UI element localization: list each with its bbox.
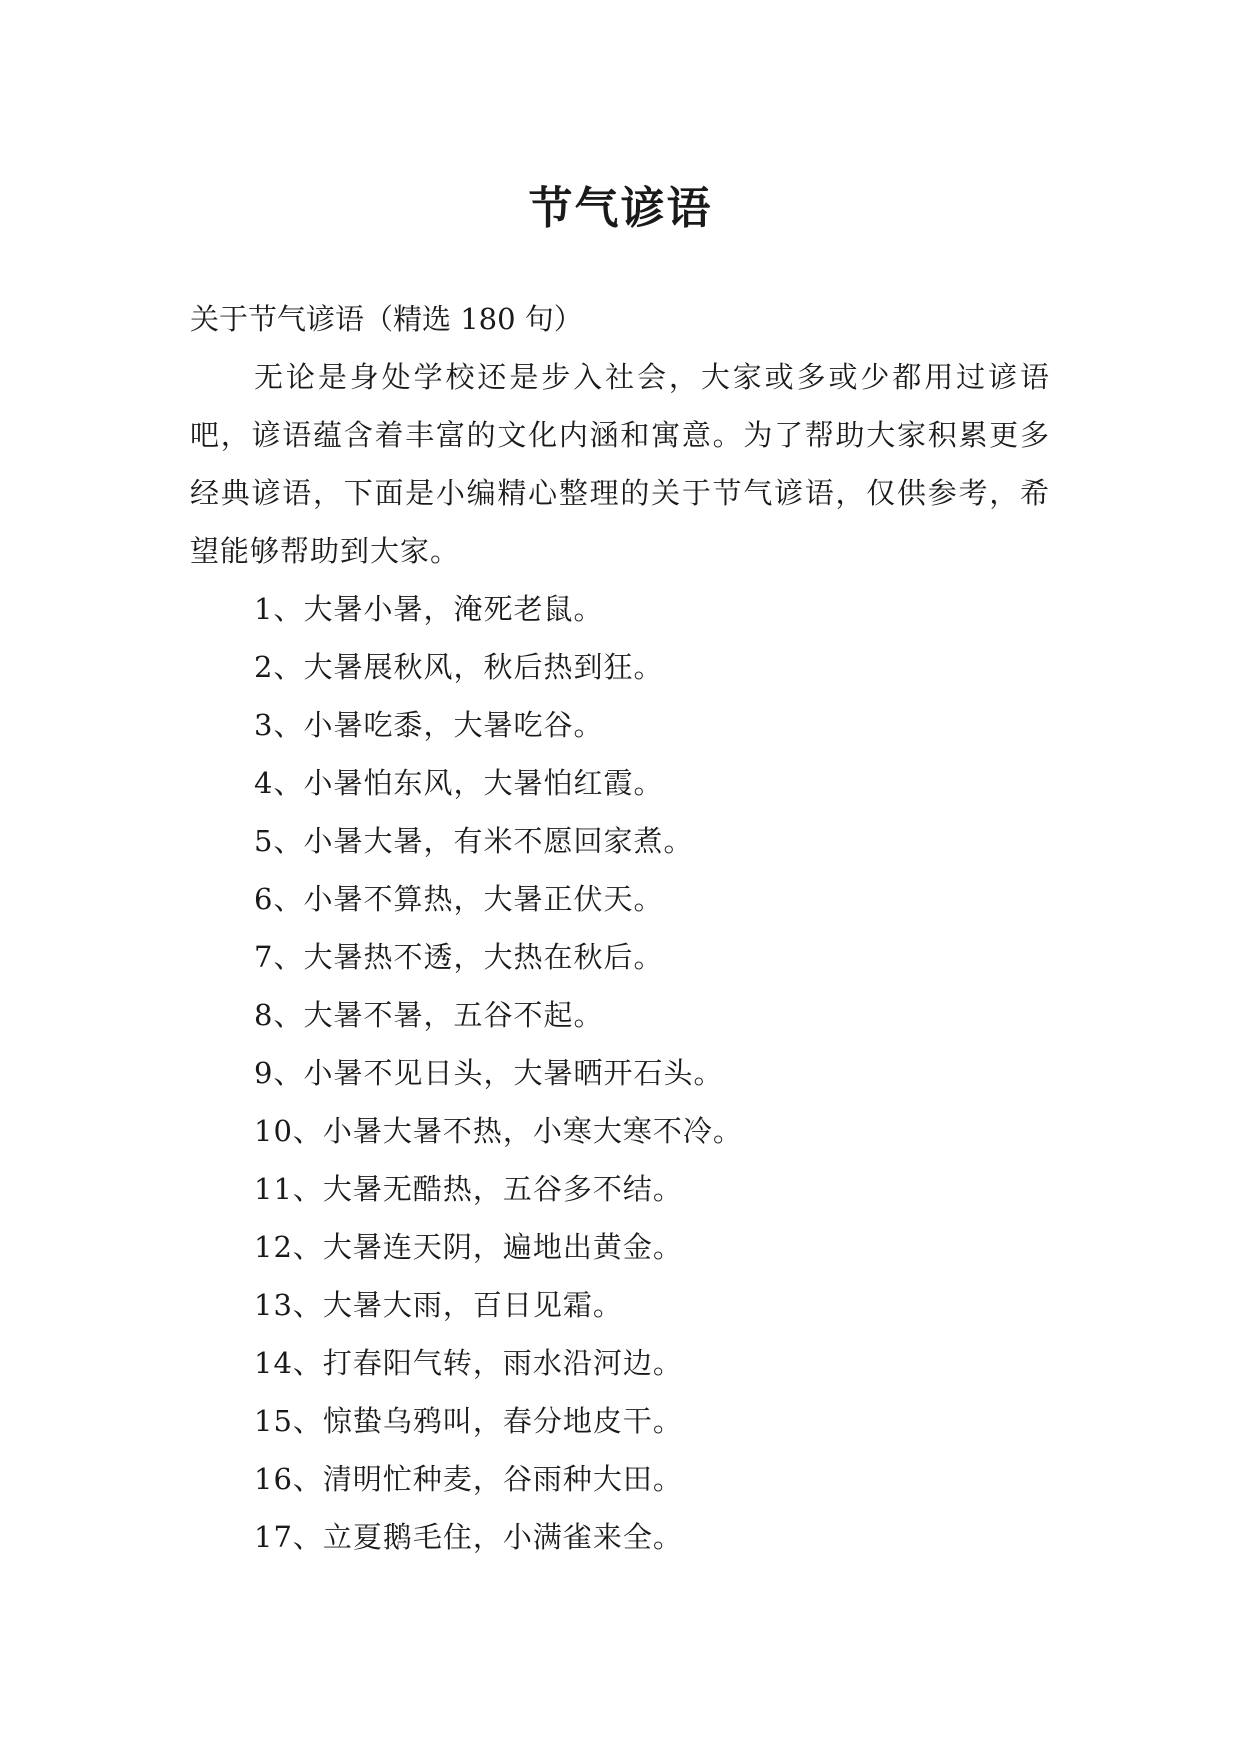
document-subtitle: 关于节气谚语（精选 180 句） <box>190 302 583 336</box>
proverb-item: 15、惊蛰乌鸦叫，春分地皮干。 <box>254 1404 683 1438</box>
proverb-item: 12、大暑连天阴，遍地出黄金。 <box>254 1230 683 1264</box>
proverb-item: 17、立夏鹅毛住，小满雀来全。 <box>254 1520 683 1554</box>
proverb-item: 5、小暑大暑，有米不愿回家煮。 <box>254 824 694 858</box>
page-title: 节气谚语 <box>528 183 713 235</box>
proverb-list <box>190 580 1050 1566</box>
proverb-item: 1、大暑小暑，淹死老鼠。 <box>254 592 604 626</box>
intro-paragraph: 无论是身处学校还是步入社会，大家或多或少都用过谚语吧，谚语蕴含着丰富的文化内涵和寓意。为了帮助大家积累更多经典谚语，下面是小编精心整理的关于节气谚语，仅供参考，希望能够帮助到大家。 <box>190 360 1050 568</box>
proverb-item: 4、小暑怕东风，大暑怕红霞。 <box>254 766 664 800</box>
proverb-item: 8、大暑不暑，五谷不起。 <box>254 998 604 1032</box>
proverb-item: 11、大暑无酷热，五谷多不结。 <box>254 1172 683 1206</box>
proverb-item: 6、小暑不算热，大暑正伏天。 <box>254 882 664 916</box>
proverb-item: 7、大暑热不透，大热在秋后。 <box>254 940 664 974</box>
proverb-item: 2、大暑展秋风，秋后热到狂。 <box>254 650 664 684</box>
proverb-item: 9、小暑不见日头，大暑晒开石头。 <box>254 1056 724 1090</box>
proverb-item: 10、小暑大暑不热，小寒大寒不冷。 <box>254 1114 743 1148</box>
proverb-item: 3、小暑吃黍，大暑吃谷。 <box>254 708 604 742</box>
document-body <box>190 290 1050 1566</box>
proverb-item: 16、清明忙种麦，谷雨种大田。 <box>254 1462 683 1496</box>
proverb-item: 14、打春阳气转，雨水沿河边。 <box>254 1346 683 1380</box>
proverb-item: 13、大暑大雨，百日见霜。 <box>254 1288 623 1322</box>
